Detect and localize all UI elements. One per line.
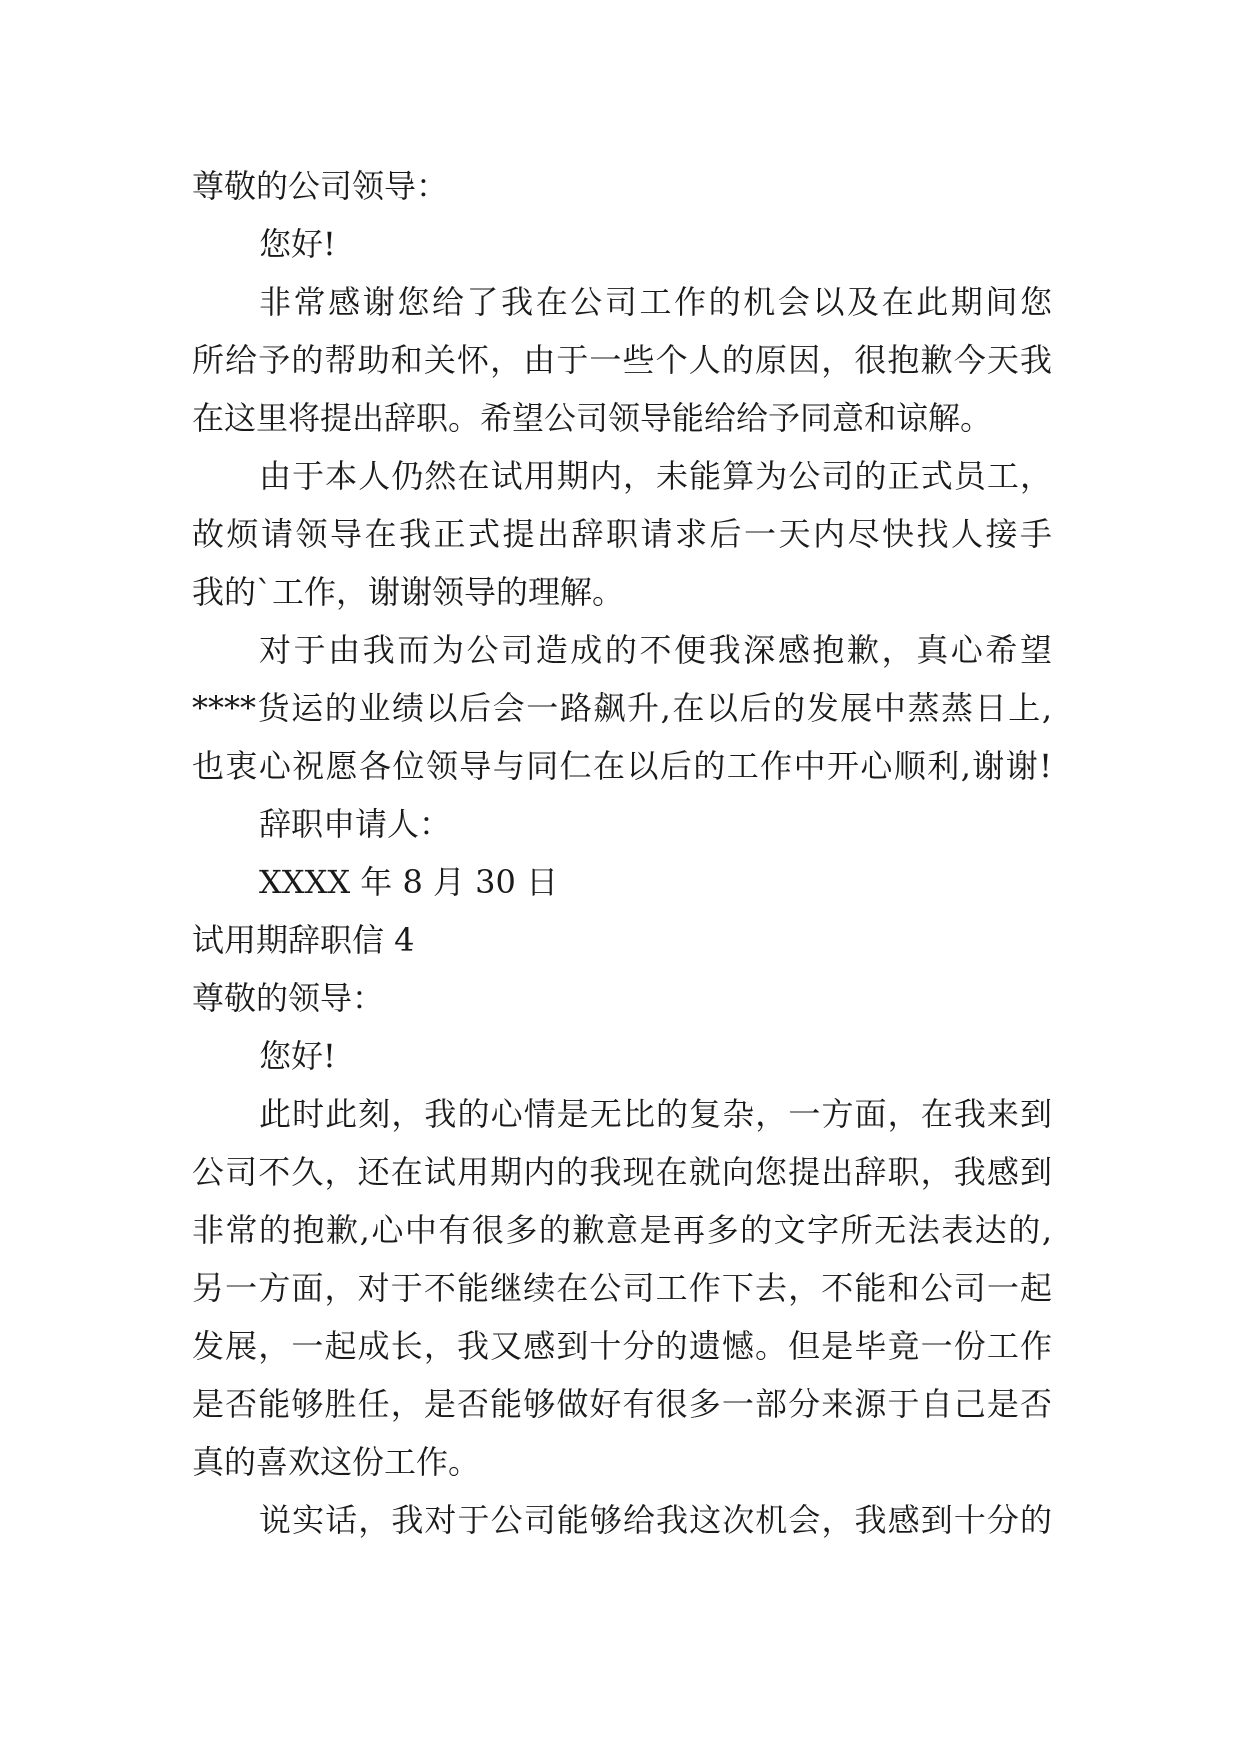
paragraph-line: 真的喜欢这份工作。 [192,1443,481,1481]
paragraph-line: 公司不久，还在试用期内的我现在就向您提出辞职，我感到 [192,1153,1052,1191]
salutation: 尊敬的领导： [192,979,385,1017]
greeting: 您好! [259,225,336,263]
greeting: 您好! [259,1037,336,1075]
paragraph-line: 是否能够胜任，是否能够做好有很多一部分来源于自己是否 [192,1385,1052,1423]
paragraph-line: 说实话，我对于公司能够给我这次机会，我感到十分的 [259,1501,1052,1539]
paragraph-line: 也衷心祝愿各位领导与同仁在以后的工作中开心顺利,谢谢! [192,747,1052,785]
signature-label: 辞职申请人： [259,805,452,843]
paragraph-line: 另一方面，对于不能继续在公司工作下去，不能和公司一起 [192,1269,1052,1307]
paragraph-line: 由于本人仍然在试用期内，未能算为公司的正式员工， [259,457,1052,495]
paragraph-line: 非常的抱歉,心中有很多的歉意是再多的文字所无法表达的, [192,1211,1052,1249]
paragraph-line: 发展，一起成长，我又感到十分的遗憾。但是毕竟一份工作 [192,1327,1052,1365]
paragraph-line: 故烦请领导在我正式提出辞职请求后一天内尽快找人接手 [192,515,1052,553]
paragraph-line: 非常感谢您给了我在公司工作的机会以及在此期间您 [259,283,1052,321]
salutation: 尊敬的公司领导： [192,167,449,205]
section-title: 试用期辞职信 4 [192,921,415,959]
paragraph-line: 此时此刻，我的心情是无比的复杂，一方面，在我来到 [259,1095,1052,1133]
paragraph-line: 我的`工作，谢谢领导的理解。 [192,573,625,611]
paragraph-line: 所给予的帮助和关怀，由于一些个人的原因，很抱歉今天我 [192,341,1052,379]
paragraph-line: ****货运的业绩以后会一路飙升,在以后的发展中蒸蒸日上, [192,689,1052,727]
paragraph-line: 在这里将提出辞职。希望公司领导能给给予同意和谅解。 [192,399,993,437]
date-line: XXXX 年 8 月 30 日 [259,863,559,901]
paragraph-line: 对于由我而为公司造成的不便我深感抱歉，真心希望 [259,631,1052,669]
